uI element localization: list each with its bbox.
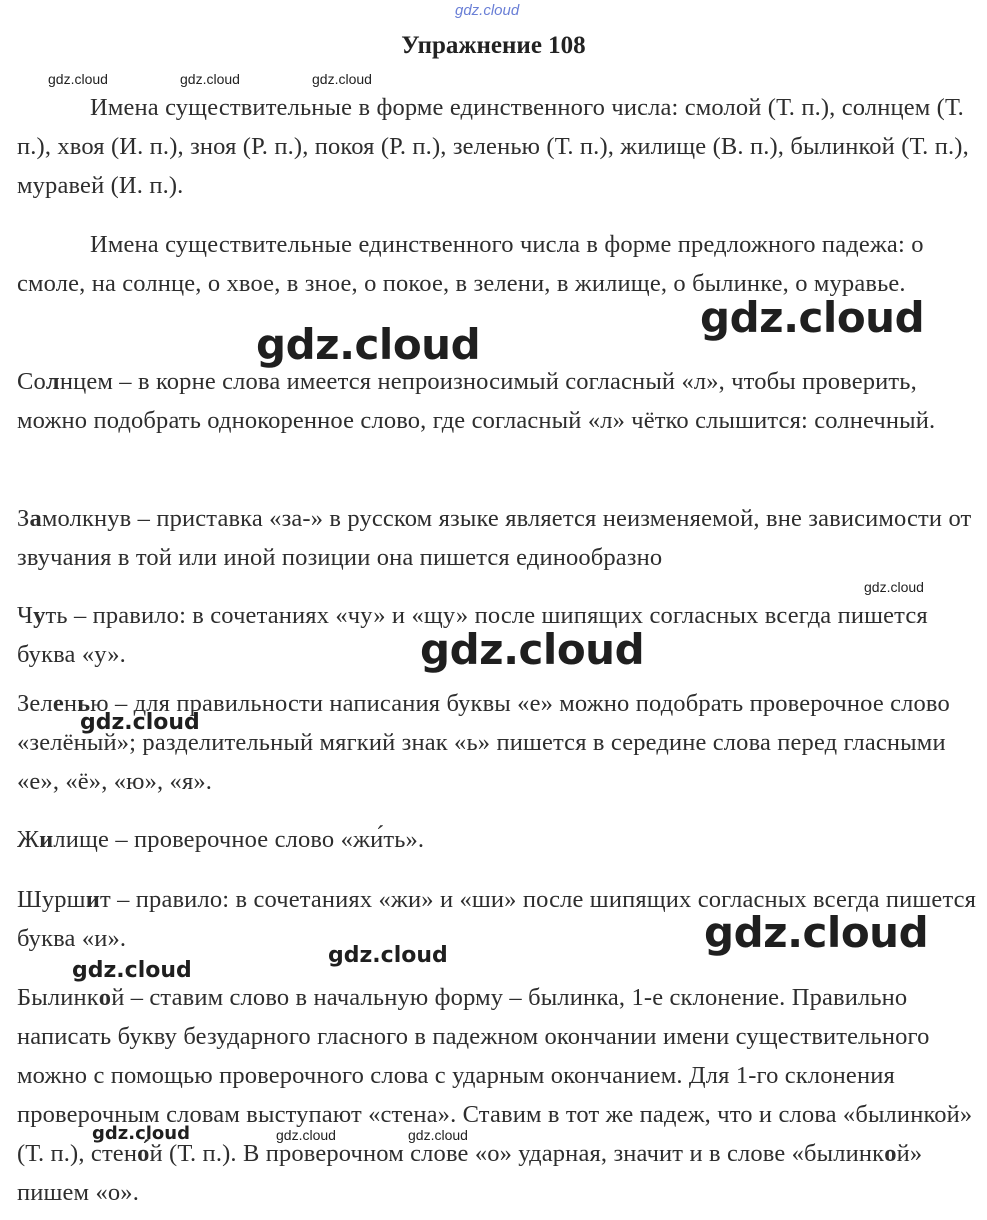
watermark-top: gdz.cloud [455,2,520,19]
watermark-large: gdz.cloud [700,293,925,342]
keyword: Жилище [17,826,110,853]
keyword: Чуть [17,602,68,629]
watermark-large: gdz.cloud [704,908,929,957]
watermark-small: gdz.cloud [408,1127,468,1143]
watermark-small: gdz.cloud [48,71,108,87]
watermark-large: gdz.cloud [420,625,645,674]
keyword: Былинкой [17,984,125,1011]
watermark-small: gdz.cloud [864,579,924,595]
paragraph-bylinkoy: Былинкой – ставим слово в начальную форму – былинка, 1-е склонение. Правильно написать букву безударного гласного в падежном окончании имени существительного можно с помощью проверочного слова с ударным окончанием. Для 1-го склонения проверочным словам выступают «стена». Ставим в тот же падеж, что и слова «былинкой» (Т. п.), стено́й (Т. п.). В проверочном слове «о» ударная, значит и в слове «былинкой» пишем «о». [17,984,973,1206]
watermark-small: gdz.cloud [312,71,372,87]
paragraph-zamolknuv: Замолкнув – приставка «за-» в русском языке является неизменяемой, вне зависимости от звучания в той или иной позиции она пишется единообразно [17,505,972,571]
page-title: Упражнение 108 [401,32,586,59]
paragraph-zhilishche: Жилище – проверочное слово «жи́ть». [17,826,425,853]
watermark-medium: gdz.cloud [72,958,192,983]
keyword: Замолкнув [17,505,132,532]
watermark-medium: gdz.cloud [92,1123,190,1144]
paragraph-prepositional-forms: Имена существительные единственного числа в форме предложного падежа: о смоле, на солнце, о хвое, в зное, о покое, в зелени, в жилище, о былинке, о муравье. [17,231,924,297]
watermark-small: gdz.cloud [180,71,240,87]
watermark-medium: gdz.cloud [328,943,448,968]
watermark-small: gdz.cloud [276,1127,336,1143]
watermark-medium: gdz.cloud [80,710,200,735]
paragraph-singular-forms: Имена существительные в форме единственного числа: смолой (Т. п.), солнцем (Т. п.), хвоя (И. п.), зноя (Р. п.), покоя (Р. п.), зеленью (Т. п.), жилище (В. п.), былинкой (Т. п.), муравей (И. п.). [17,94,969,199]
keyword: Солнцем [17,368,114,395]
paragraph-shurshit: Шуршит – правило: в сочетаниях «жи» и «ши» после шипящих согласных всегда пишется буква «и». [17,886,977,952]
paragraph-zelenyu: Зеленью – для правильности написания буквы «е» можно подобрать проверочное слово «зелёный»; разделительный мягкий знак «ь» пишется в середине слова перед гласными «е», «ё», «ю», «я». [17,690,950,795]
keyword: Зеленью [17,690,109,717]
keyword: Шуршит [17,886,111,913]
paragraph-solntsem: Солнцем – в корне слова имеется непроизносимый согласный «л», чтобы проверить, можно подобрать однокоренное слово, где согласный «л» чётко слышится: солнечный. [17,368,936,434]
paragraph-chut: Чуть – правило: в сочетаниях «чу» и «щу» после шипящих согласных всегда пишется буква «у». [17,602,928,668]
watermark-large: gdz.cloud [256,320,481,369]
